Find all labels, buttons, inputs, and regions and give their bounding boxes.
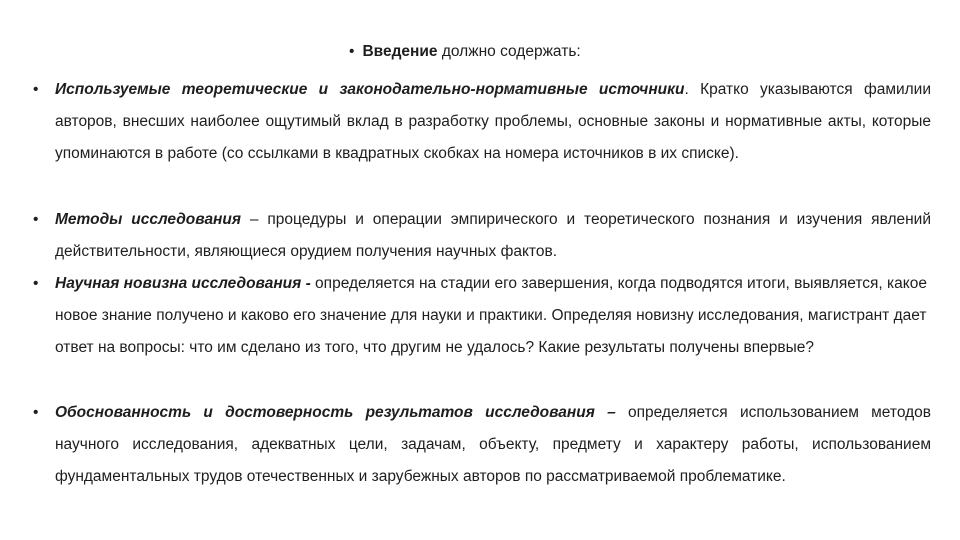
list-item [33,268,931,364]
heading-bold: Введение [362,43,438,60]
item-text: – процедуры и операции эмпирического и теоретического познания и изучения явлений действительности, являющиеся орудием получения научных фактов. [55,211,931,260]
bullet: • [33,81,39,98]
item-term: Используемые теоретические и законодательно-нормативные источники [55,81,685,98]
bullet: • [349,43,355,60]
item-term: Методы исследования [55,211,242,228]
list-item [33,74,931,170]
slide-heading [349,42,581,62]
item-term: Научная новизна исследования - [55,275,311,292]
item-text: определяется использованием методов научного исследования, адекватных цели, задачам, объекту, предмету и характеру работы, использованием фундаментальных трудов отечественных и зарубежных авторов по рассматриваемой проблематике. [55,404,931,485]
bullet: • [33,275,39,292]
item-term: Обоснованность и достоверность результатов исследования – [55,404,616,421]
list-item [33,397,931,493]
heading-rest: должно содержать: [437,43,581,60]
bullet: • [33,211,39,228]
bullet: • [33,404,39,421]
list-item [33,204,931,268]
item-text: определяется на стадии его завершения, когда подводятся итоги, выявляется, какое новое знание получено и каково его значение для науки и практики. Определяя новизну исследования, магистрант дает ответ на вопросы: что им сделано из того, что другим не удалось? Какие результаты получены впервые? [55,275,927,356]
item-text: . Кратко указываются фамилии авторов, внесших наиболее ощутимый вклад в разработку проблемы, основные законы и нормативные акты, которые упоминаются в работе (со ссылками в квадратных скобках на номера источников в их списке). [55,81,931,162]
